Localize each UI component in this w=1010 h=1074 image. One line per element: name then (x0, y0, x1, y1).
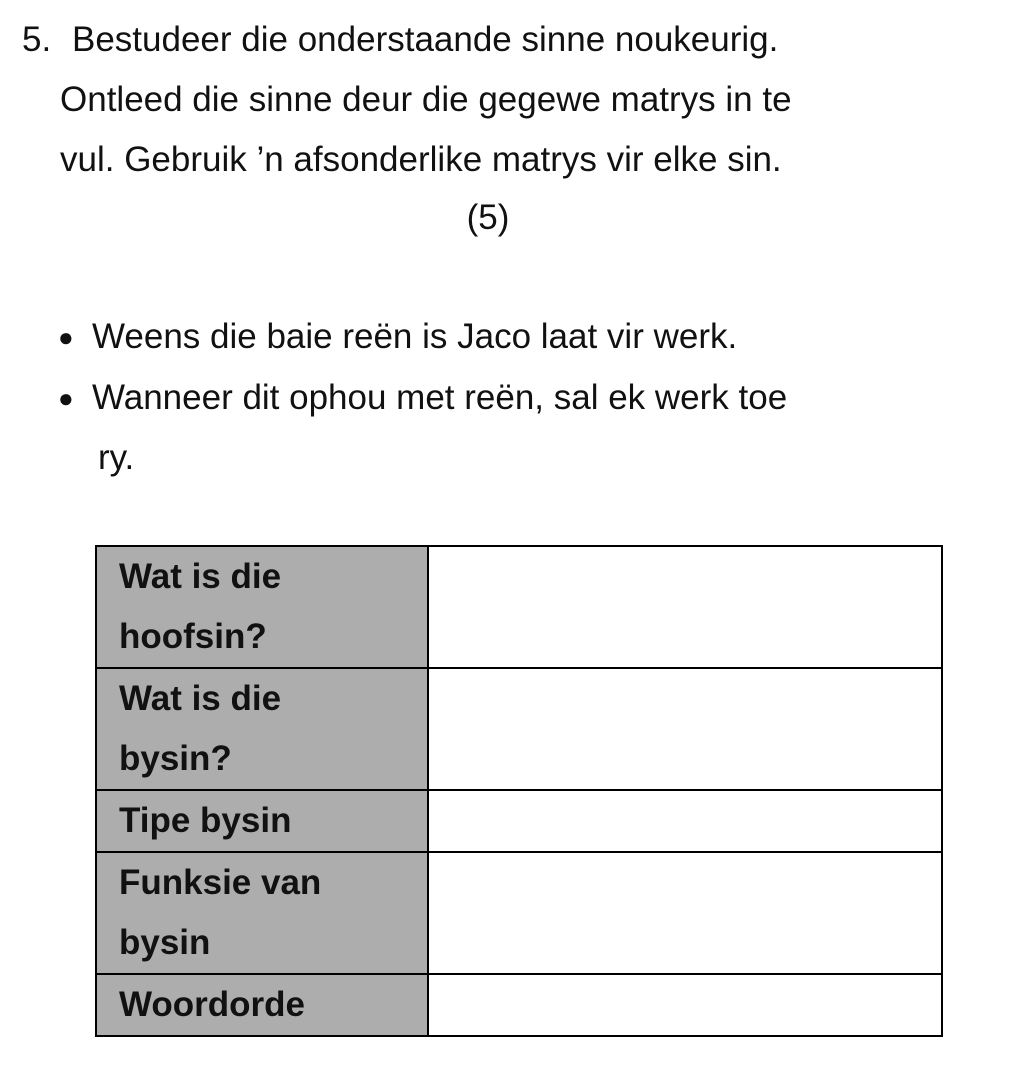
row-label-bysin (96, 668, 428, 790)
answer-cell-bysin[interactable] (428, 668, 942, 790)
label-line: Funksie van (119, 863, 322, 902)
row-label-tipe-bysin: Tipe bysin (96, 790, 428, 852)
row-label-woordorde: Woordorde (96, 974, 428, 1036)
label-line: bysin? (119, 739, 232, 778)
answer-cell-funksie[interactable] (428, 852, 942, 974)
sentence-2: Wanneer dit ophou met reën, sal ek werk toe (92, 378, 788, 417)
table-row (96, 790, 942, 852)
question-marks: (5) (466, 198, 510, 237)
table-row (96, 852, 942, 974)
row-label-hoofsin (96, 546, 428, 668)
label-line: bysin (119, 923, 211, 962)
sentence-1: Weens die baie reën is Jaco laat vir werk. (92, 317, 738, 356)
bullet-icon: ● (58, 322, 74, 352)
row-label-funksie (96, 852, 428, 974)
question-line-1: Bestudeer die onderstaande sinne noukeurig. (72, 20, 779, 59)
bullet-icon: ● (58, 383, 74, 413)
label-line: hoofsin? (119, 617, 267, 656)
label-line: Wat is die (119, 557, 282, 596)
label-line: Wat is die (119, 679, 282, 718)
table-row (96, 974, 942, 1036)
table-row (96, 546, 942, 668)
question-number: 5. (22, 20, 52, 59)
question-line-3: vul. Gebruik ’n afsonderlike matrys vir elke sin. (60, 140, 782, 179)
sentence-2-continuation: ry. (98, 438, 135, 477)
question-line-2: Ontleed die sinne deur die gegewe matrys in te (60, 80, 792, 119)
table-row (96, 668, 942, 790)
answer-cell-hoofsin[interactable] (428, 546, 942, 668)
answer-cell-woordorde[interactable] (428, 974, 942, 1036)
answer-cell-tipe-bysin[interactable] (428, 790, 942, 852)
analysis-matrix (95, 545, 943, 1037)
